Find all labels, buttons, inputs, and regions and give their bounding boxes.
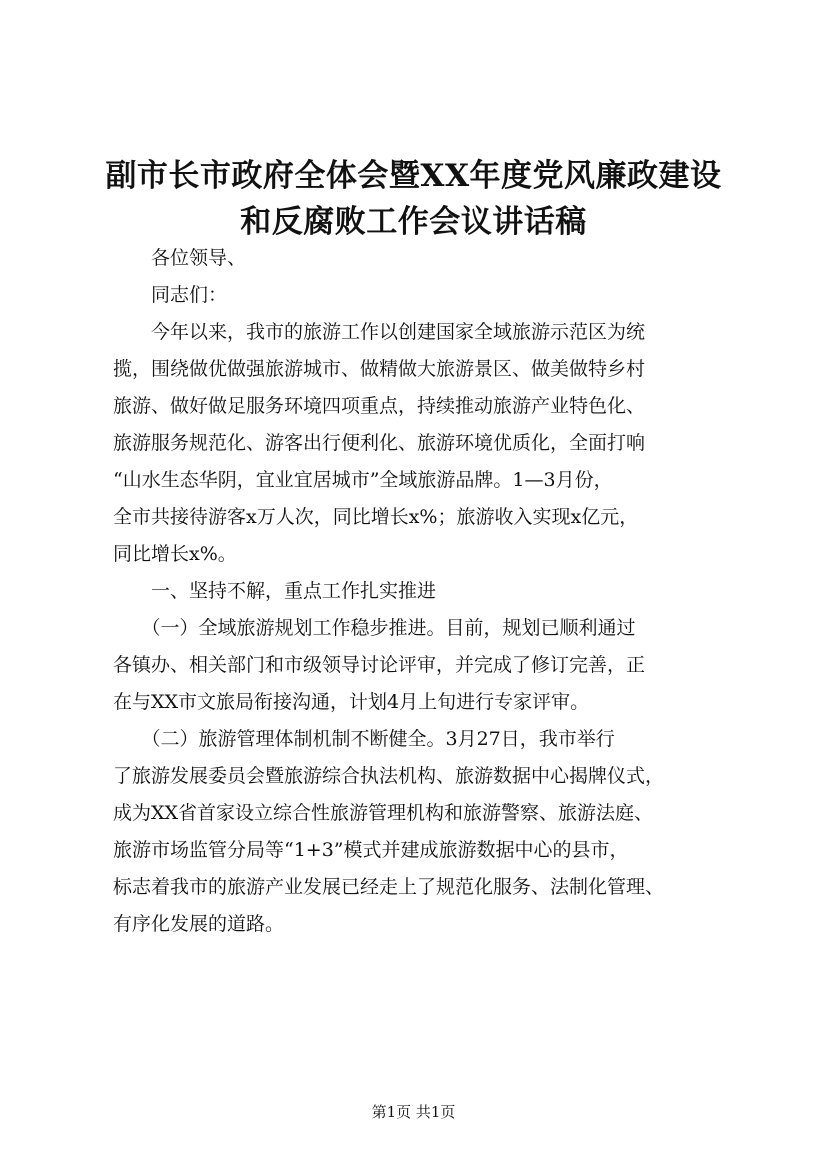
body-line: 在与XX市文旅局衔接沟通，计划4月上旬进行专家评审。 [113,691,590,713]
document-body [113,240,743,943]
body-line: 旅游服务规范化、游客出行便利化、旅游环境优质化，全面打响 [113,432,646,454]
body-line: 成为XX省首家设立综合性旅游管理机构和旅游警察、旅游法庭、 [113,802,654,824]
salutation-line-2: 同志们： [113,284,228,306]
body-line: 旅游、做好做足服务环境四项重点，持续推动旅游产业特色化、 [113,395,646,417]
body-line: 全市共接待游客x万人次，同比增长x%；旅游收入实现x亿元， [113,506,639,528]
body-line: “山水生态华阴，宜业宜居城市”全域旅游品牌。1—3月份， [113,469,613,491]
body-line: 了旅游发展委员会暨旅游综合执法机构、旅游数据中心揭牌仪式， [113,765,665,787]
body-line: 同比增长x%。 [113,543,237,565]
body-line: 各镇办、相关部门和市级领导讨论评审，并完成了修订完善，正 [113,654,646,676]
body-line: 今年以来，我市的旅游工作以创建国家全域旅游示范区为统 [113,321,646,343]
document-title-line-2: 和反腐败工作会议讲话稿 [240,204,587,240]
salutation-line-1: 各位领导、 [113,247,247,269]
body-line: 旅游市场监管分局等“1+3”模式并建成旅游数据中心的县市， [113,839,629,861]
body-line: （二）旅游管理体制机制不断健全。3月27日，我市举行 [113,728,615,750]
body-line: 有序化发展的道路。 [113,913,285,935]
section-heading: 一、坚持不解，重点工作扎实推进 [113,580,437,602]
page-footer: 第1页 共1页 [371,1103,456,1121]
document-title-line-1: 副市长市政府全体会暨XX年度党风廉政建设 [105,158,722,194]
body-line: （一）全域旅游规划工作稳步推进。目前，规划已顺利通过 [113,617,636,639]
body-line: 揽，围绕做优做强旅游城市、做精做大旅游景区、做美做特乡村 [113,358,646,380]
body-line: 标志着我市的旅游产业发展已经走上了规范化服务、法制化管理、 [113,876,665,898]
